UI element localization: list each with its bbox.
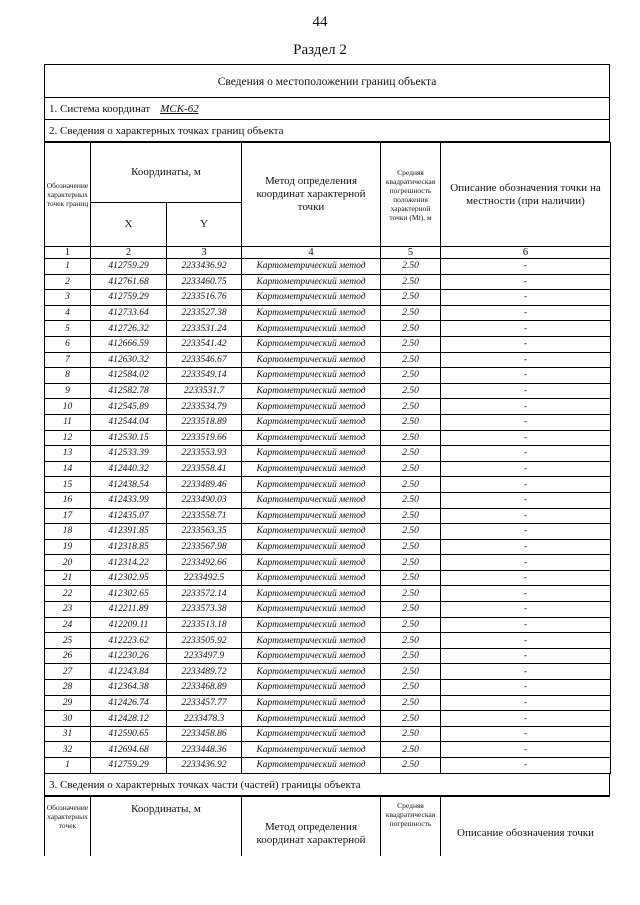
cell-point-number: 24 [45,617,91,633]
cell-y: 2233572.14 [167,586,242,602]
cell-accuracy: 2.50 [381,695,441,711]
cell-point-number: 30 [45,711,91,727]
cell-x: 412318.85 [91,539,167,555]
cell-point-number: 1 [45,758,91,774]
table-row [45,508,611,524]
cell-point-number: 19 [45,539,91,555]
cell-accuracy: 2.50 [381,446,441,462]
cell-method: Картометрический метод [242,726,381,742]
header-accuracy: Средняя квадратическая погрешность положения характерной точки (Мt), м [381,143,441,247]
cell-y: 2233541.42 [167,336,242,352]
cell-point-number: 27 [45,664,91,680]
parts-table [44,796,610,856]
cell-y: 2233516.76 [167,290,242,306]
cell-x: 412209.11 [91,617,167,633]
cell-y: 2233489.72 [167,664,242,680]
cell-description: - [441,664,611,680]
cell-x: 412761.68 [91,274,167,290]
cell-y: 2233448.36 [167,742,242,758]
cell-method: Картометрический метод [242,383,381,399]
cell-accuracy: 2.50 [381,321,441,337]
cell-y: 2233497.9 [167,648,242,664]
cell-x: 412438.54 [91,477,167,493]
cell-x: 412582.78 [91,383,167,399]
table-row [45,586,611,602]
cell-point-number: 12 [45,430,91,446]
cell-point-number: 18 [45,524,91,540]
points-section-label: 2. Сведения о характерных точках границ объекта [44,120,610,142]
table-row [45,602,611,618]
coord-system-value: МСК-62 [160,103,199,115]
cell-description: - [441,648,611,664]
cell-point-number: 15 [45,477,91,493]
cell-method: Картометрический метод [242,305,381,321]
cell-description: - [441,352,611,368]
cell-description: - [441,680,611,696]
cell-y: 2233567.98 [167,539,242,555]
cell-method: Картометрический метод [242,446,381,462]
table-row [45,524,611,540]
cell-accuracy: 2.50 [381,368,441,384]
cell-x: 412666.59 [91,336,167,352]
cell-y: 2233553.93 [167,446,242,462]
cell-description: - [441,695,611,711]
cell-x: 412440.32 [91,461,167,477]
cell-x: 412435.07 [91,508,167,524]
table-row [45,383,611,399]
cell-x: 412590.65 [91,726,167,742]
cell-y: 2233527.38 [167,305,242,321]
cell-method: Картометрический метод [242,321,381,337]
column-number: 4 [242,247,381,259]
cell-method: Картометрический метод [242,695,381,711]
cell-y: 2233518.89 [167,414,242,430]
cell-x: 412426.74 [91,695,167,711]
table-row [45,399,611,415]
cell-accuracy: 2.50 [381,461,441,477]
cell-description: - [441,321,611,337]
cell-accuracy: 2.50 [381,336,441,352]
cell-y: 2233458.86 [167,726,242,742]
cell-accuracy: 2.50 [381,399,441,415]
cell-accuracy: 2.50 [381,555,441,571]
cell-description: - [441,758,611,774]
table-row [45,430,611,446]
cell-description: - [441,336,611,352]
cell-accuracy: 2.50 [381,680,441,696]
parts-header-accuracy: Средняя квадратическая погрешность [381,796,441,856]
cell-x: 412545.89 [91,399,167,415]
cell-x: 412530.15 [91,430,167,446]
cell-accuracy: 2.50 [381,259,441,275]
cell-accuracy: 2.50 [381,524,441,540]
cell-point-number: 7 [45,352,91,368]
cell-method: Картометрический метод [242,352,381,368]
cell-point-number: 14 [45,461,91,477]
header-method: Метод определения координат характерной точки [242,143,381,247]
cell-point-number: 23 [45,602,91,618]
cell-method: Картометрический метод [242,368,381,384]
cell-y: 2233519.66 [167,430,242,446]
table-row [45,758,611,774]
table-row [45,274,611,290]
cell-method: Картометрический метод [242,555,381,571]
cell-method: Картометрический метод [242,633,381,649]
cell-point-number: 3 [45,290,91,306]
table-row [45,617,611,633]
cell-point-number: 5 [45,321,91,337]
cell-point-number: 6 [45,336,91,352]
cell-description: - [441,399,611,415]
table-row [45,539,611,555]
cell-y: 2233490.03 [167,492,242,508]
cell-method: Картометрический метод [242,602,381,618]
cell-accuracy: 2.50 [381,758,441,774]
cell-accuracy: 2.50 [381,305,441,321]
cell-y: 2233546.67 [167,352,242,368]
cell-point-number: 25 [45,633,91,649]
cell-description: - [441,274,611,290]
cell-accuracy: 2.50 [381,648,441,664]
cell-point-number: 17 [45,508,91,524]
cell-y: 2233531.24 [167,321,242,337]
cell-x: 412759.29 [91,290,167,306]
cell-accuracy: 2.50 [381,352,441,368]
cell-method: Картометрический метод [242,274,381,290]
table-row [45,368,611,384]
column-number: 3 [167,247,242,259]
cell-x: 412428.12 [91,711,167,727]
cell-x: 412211.89 [91,602,167,618]
cell-y: 2233563.35 [167,524,242,540]
cell-method: Картометрический метод [242,711,381,727]
cell-y: 2233558.41 [167,461,242,477]
cell-description: - [441,414,611,430]
header-description: Описание обозначения точки на местности (при наличии) [441,143,611,247]
cell-y: 2233573.38 [167,602,242,618]
column-number: 6 [441,247,611,259]
cell-accuracy: 2.50 [381,586,441,602]
table-row [45,555,611,571]
cell-point-number: 29 [45,695,91,711]
cell-description: - [441,305,611,321]
cell-accuracy: 2.50 [381,742,441,758]
table-row [45,414,611,430]
column-number: 1 [45,247,91,259]
cell-point-number: 28 [45,680,91,696]
cell-description: - [441,524,611,540]
cell-x: 412223.62 [91,633,167,649]
cell-method: Картометрический метод [242,461,381,477]
cell-y: 2233531.7 [167,383,242,399]
cell-description: - [441,602,611,618]
column-number-row [45,247,611,259]
cell-description: - [441,492,611,508]
cell-y: 2233505.92 [167,633,242,649]
points-table [44,142,611,774]
table-row [45,477,611,493]
cell-x: 412694.68 [91,742,167,758]
cell-description: - [441,586,611,602]
header-point-designation: Обозначение характерных точек границ [45,143,91,247]
parts-header-point-designation: Обозначение характерных точек [45,796,91,856]
cell-y: 2233489.46 [167,477,242,493]
table-row [45,711,611,727]
cell-accuracy: 2.50 [381,617,441,633]
header-coordinates: Координаты, м [91,143,242,203]
cell-x: 412302.65 [91,586,167,602]
cell-description: - [441,259,611,275]
cell-point-number: 10 [45,399,91,415]
cell-method: Картометрический метод [242,570,381,586]
cell-accuracy: 2.50 [381,664,441,680]
cell-y: 2233492.5 [167,570,242,586]
section-title: Раздел 2 [293,42,347,58]
cell-accuracy: 2.50 [381,711,441,727]
table-row [45,461,611,477]
cell-point-number: 22 [45,586,91,602]
column-number: 5 [381,247,441,259]
cell-y: 2233492.66 [167,555,242,571]
cell-point-number: 9 [45,383,91,399]
cell-method: Картометрический метод [242,492,381,508]
cell-accuracy: 2.50 [381,290,441,306]
cell-y: 2233436.92 [167,758,242,774]
table-row [45,570,611,586]
cell-description: - [441,508,611,524]
cell-y: 2233436.92 [167,259,242,275]
cell-method: Картометрический метод [242,758,381,774]
table-row [45,336,611,352]
header-x: X [91,203,167,247]
table-row [45,259,611,275]
cell-description: - [441,742,611,758]
cell-accuracy: 2.50 [381,508,441,524]
cell-y: 2233478.3 [167,711,242,727]
cell-point-number: 1 [45,259,91,275]
cell-point-number: 2 [45,274,91,290]
table-row [45,492,611,508]
cell-description: - [441,430,611,446]
cell-y: 2233558.71 [167,508,242,524]
cell-method: Картометрический метод [242,586,381,602]
cell-point-number: 11 [45,414,91,430]
cell-x: 412364.38 [91,680,167,696]
cell-method: Картометрический метод [242,336,381,352]
cell-accuracy: 2.50 [381,274,441,290]
cell-x: 412391.85 [91,524,167,540]
cell-point-number: 31 [45,726,91,742]
cell-y: 2233460.75 [167,274,242,290]
cell-point-number: 8 [45,368,91,384]
cell-accuracy: 2.50 [381,430,441,446]
parts-section-label: 3. Сведения о характерных точках части (частей) границы объекта [44,774,610,796]
parts-header-description: Описание обозначения точки [441,796,611,856]
cell-point-number: 13 [45,446,91,462]
cell-method: Картометрический метод [242,680,381,696]
table-row [45,633,611,649]
table-row [45,321,611,337]
cell-x: 412759.29 [91,259,167,275]
document-frame [44,64,610,856]
cell-point-number: 16 [45,492,91,508]
cell-description: - [441,539,611,555]
cell-point-number: 26 [45,648,91,664]
cell-x: 412544.04 [91,414,167,430]
page-number: 44 [312,14,328,30]
cell-accuracy: 2.50 [381,477,441,493]
cell-accuracy: 2.50 [381,414,441,430]
cell-x: 412733.64 [91,305,167,321]
cell-x: 412759.29 [91,758,167,774]
parts-table-clip [44,796,610,856]
cell-method: Картометрический метод [242,648,381,664]
cell-y: 2233534.79 [167,399,242,415]
cell-point-number: 21 [45,570,91,586]
cell-description: - [441,726,611,742]
table-row [45,352,611,368]
header-y: Y [167,203,242,247]
cell-description: - [441,617,611,633]
cell-description: - [441,446,611,462]
table-row [45,290,611,306]
cell-accuracy: 2.50 [381,383,441,399]
column-number: 2 [91,247,167,259]
cell-accuracy: 2.50 [381,602,441,618]
cell-method: Картометрический метод [242,539,381,555]
cell-description: - [441,461,611,477]
cell-x: 412302.95 [91,570,167,586]
table-title: Сведения о местоположении границ объекта [44,64,610,98]
cell-x: 412230.26 [91,648,167,664]
cell-accuracy: 2.50 [381,726,441,742]
cell-method: Картометрический метод [242,430,381,446]
cell-point-number: 32 [45,742,91,758]
cell-x: 412630.32 [91,352,167,368]
table-row [45,648,611,664]
cell-point-number: 20 [45,555,91,571]
cell-description: - [441,477,611,493]
table-row [45,742,611,758]
cell-description: - [441,555,611,571]
cell-method: Картометрический метод [242,477,381,493]
cell-y: 2233549.14 [167,368,242,384]
table-row [45,664,611,680]
cell-description: - [441,711,611,727]
cell-method: Картометрический метод [242,508,381,524]
cell-method: Картометрический метод [242,399,381,415]
cell-x: 412243.84 [91,664,167,680]
cell-description: - [441,570,611,586]
cell-x: 412433.99 [91,492,167,508]
cell-method: Картометрический метод [242,414,381,430]
cell-accuracy: 2.50 [381,539,441,555]
cell-x: 412726.32 [91,321,167,337]
cell-method: Картометрический метод [242,290,381,306]
table-row [45,695,611,711]
cell-accuracy: 2.50 [381,570,441,586]
cell-accuracy: 2.50 [381,492,441,508]
cell-x: 412584.02 [91,368,167,384]
cell-x: 412314.22 [91,555,167,571]
table-row [45,726,611,742]
cell-method: Картометрический метод [242,524,381,540]
cell-accuracy: 2.50 [381,633,441,649]
points-table-body [45,259,611,774]
cell-description: - [441,368,611,384]
coord-system-row [44,98,610,120]
cell-y: 2233468.89 [167,680,242,696]
cell-point-number: 4 [45,305,91,321]
cell-method: Картометрический метод [242,617,381,633]
cell-method: Картометрический метод [242,664,381,680]
cell-x: 412533.39 [91,446,167,462]
cell-description: - [441,383,611,399]
cell-y: 2233513.18 [167,617,242,633]
table-row [45,305,611,321]
coord-system-label: 1. Система координат [49,103,151,115]
table-row [45,446,611,462]
table-row [45,680,611,696]
parts-header-coordinates: Координаты, м [91,796,242,856]
cell-method: Картометрический метод [242,259,381,275]
cell-y: 2233457.77 [167,695,242,711]
parts-header-method: Метод определения координат характерной [242,796,381,856]
cell-description: - [441,290,611,306]
cell-method: Картометрический метод [242,742,381,758]
cell-description: - [441,633,611,649]
